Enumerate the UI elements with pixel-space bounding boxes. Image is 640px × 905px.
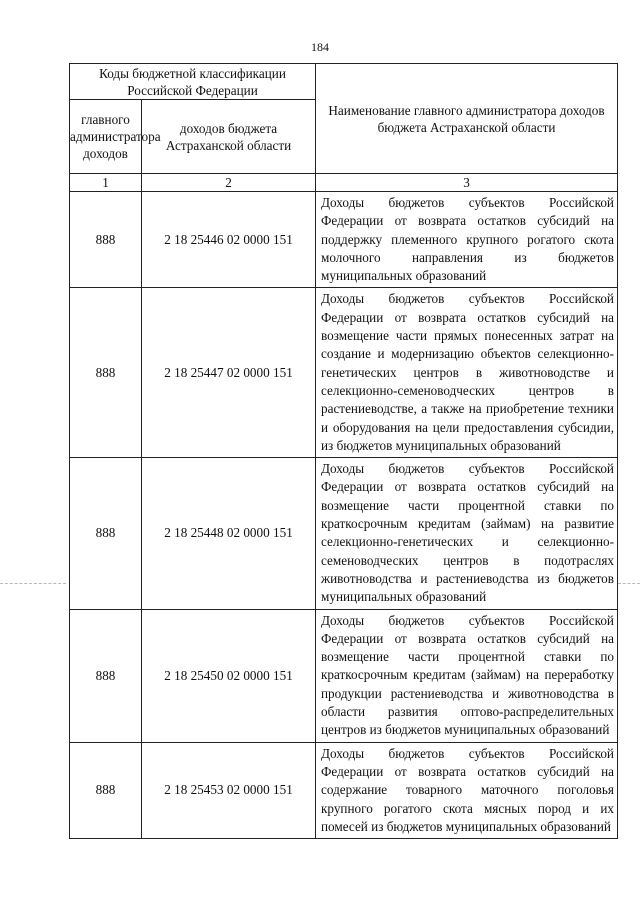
kbk-code-cell: 2 18 25446 02 0000 151 — [142, 192, 316, 288]
table-row — [70, 742, 618, 838]
revenue-name-cell: Доходы бюджетов субъектов Российской Федерации от возврата остатков субсидий на возмещение части процентной ставки по краткосрочным кредитам (займам) на развитие селекционно-генетических и селекционно-семеноводческих центров в подотраслях животноводства и растениеводства из бюджетов муниципальных образований — [316, 458, 618, 609]
revenue-name-cell: Доходы бюджетов субъектов Российской Федерации от возврата остатков субсидий на содержание товарного маточного поголовья крупного рогатого скота мясных пород и их помесей из бюджетов муниципальных образований — [316, 742, 618, 838]
admin-code-cell: 888 — [70, 609, 142, 742]
budget-classification-table — [69, 63, 618, 839]
revenue-name-cell: Доходы бюджетов субъектов Российской Федерации от возврата остатков субсидий на возмещение части прямых понесенных затрат на создание и модернизацию объектов селекционно-генетических центров в животноводстве и селекционно-семеноводческих центров в растениеводстве, а также на приобретение техники и оборудования на цели предоставления субсидии, из бюджетов муниципальных образований — [316, 288, 618, 458]
table-row — [70, 458, 618, 609]
page-number: 184 — [311, 40, 329, 54]
scan-artifact-line — [618, 583, 640, 584]
revenue-name-cell: Доходы бюджетов субъектов Российской Федерации от возврата остатков субсидий на возмещение части процентной ставки по краткосрочным кредитам (займам) на переработку продукции растениеводства и животноводства в области развития оптово-распределительных центров из бюджетов муниципальных образований — [316, 609, 618, 742]
header-col3-name: Наименование главного администратора доходов бюджета Астраханской области — [316, 64, 618, 174]
table-row — [70, 288, 618, 458]
header-col2-revenue: доходов бюджета Астраханской области — [142, 100, 316, 174]
admin-code-cell: 888 — [70, 288, 142, 458]
kbk-code-cell: 2 18 25447 02 0000 151 — [142, 288, 316, 458]
admin-code-cell: 888 — [70, 192, 142, 288]
kbk-code-cell: 2 18 25448 02 0000 151 — [142, 458, 316, 609]
header-col1-admin: главного администратора доходов — [70, 100, 142, 174]
column-number: 3 — [316, 174, 618, 192]
column-number: 1 — [70, 174, 142, 192]
scan-artifact-line — [0, 583, 66, 584]
admin-code-cell: 888 — [70, 742, 142, 838]
table-row — [70, 192, 618, 288]
table-row — [70, 609, 618, 742]
admin-code-cell: 888 — [70, 458, 142, 609]
revenue-name-cell: Доходы бюджетов субъектов Российской Федерации от возврата остатков субсидий на поддержку племенного крупного рогатого скота молочного направления из бюджетов муниципальных образований — [316, 192, 618, 288]
kbk-code-cell: 2 18 25453 02 0000 151 — [142, 742, 316, 838]
column-number: 2 — [142, 174, 316, 192]
header-group-title: Коды бюджетной классификации Российской Федерации — [70, 64, 316, 100]
column-number-row — [70, 174, 618, 192]
kbk-code-cell: 2 18 25450 02 0000 151 — [142, 609, 316, 742]
